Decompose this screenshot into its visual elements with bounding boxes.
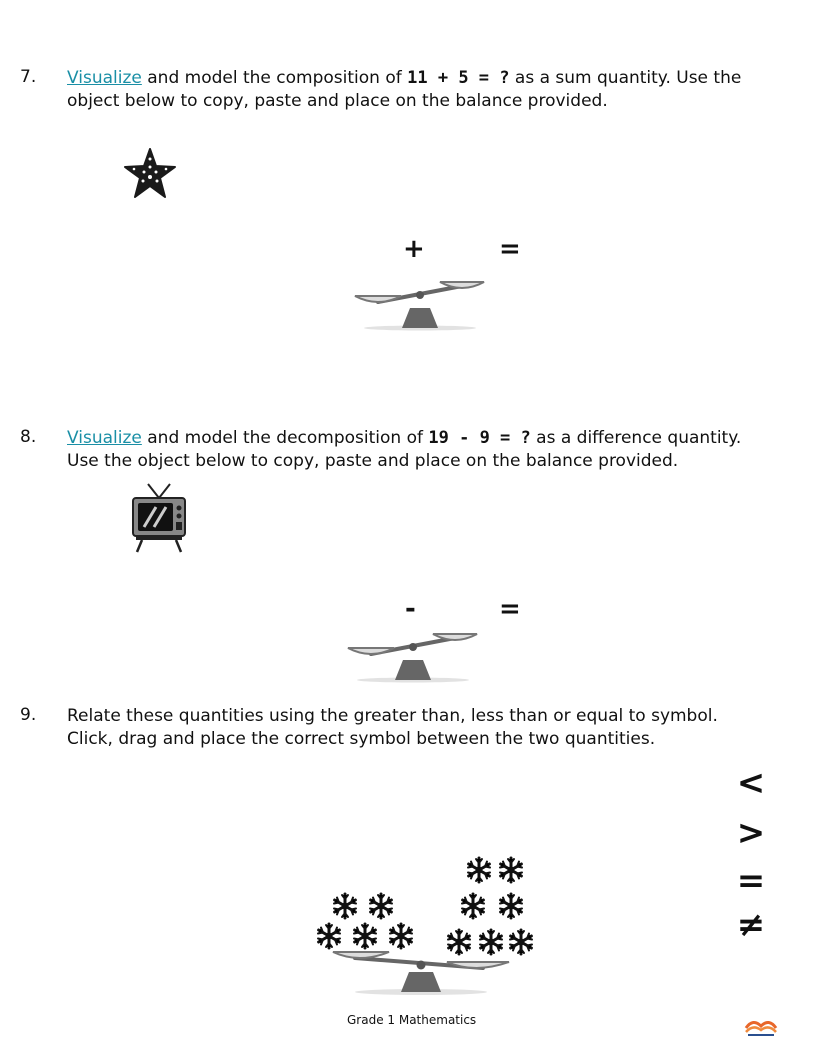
left-snowflake-icon (390, 924, 412, 948)
right-snowflake-icon (500, 894, 522, 918)
plus-operator: + (403, 234, 425, 264)
equal-symbol[interactable]: = (736, 861, 766, 901)
balance-scale-8 (343, 628, 483, 684)
right-snowflake-icon (448, 930, 470, 954)
balance-scale-7 (350, 276, 490, 332)
minus-operator: - (405, 594, 416, 624)
less-than-symbol[interactable]: < (736, 763, 766, 803)
question-8-text: Visualize and model the decomposition of 19 - 9 = ? as a difference quantity. Use the object below to copy, paste and place on the balance provided. (67, 428, 742, 471)
equals-operator-7: = (499, 234, 521, 264)
visualize-link-8[interactable]: Visualize (67, 428, 142, 448)
question-9-text: Relate these quantities using the greater than, less than or equal to symbol. Click, drag and place the correct symbol between the two quantities. (67, 706, 718, 749)
right-snowflake-icon (480, 930, 502, 954)
question-8-number: 8. (20, 427, 37, 447)
starfish-icon[interactable] (122, 147, 178, 201)
greater-than-symbol[interactable]: > (736, 813, 766, 853)
left-snowflake-icon (354, 924, 376, 948)
television-icon[interactable] (130, 482, 188, 554)
equation-8: 19 - 9 = ? (428, 428, 531, 448)
right-snowflake-icon (500, 858, 522, 882)
not-equal-symbol[interactable]: ≠ (736, 905, 766, 945)
right-snowflake-icon (510, 930, 532, 954)
question-9-number: 9. (20, 705, 37, 725)
right-snowflake-group (448, 858, 532, 954)
right-snowflake-icon (468, 858, 490, 882)
right-snowflake-icon (462, 894, 484, 918)
visualize-link-7[interactable]: Visualize (67, 68, 142, 88)
balance-scale-9 (305, 848, 545, 996)
footer-label: Grade 1 Mathematics (347, 1013, 477, 1027)
symbol-palette (736, 763, 766, 952)
question-7-number: 7. (20, 67, 37, 87)
equals-operator-8: = (499, 594, 521, 624)
left-snowflake-icon (318, 924, 340, 948)
equation-7: 11 + 5 = ? (407, 68, 510, 88)
books-logo-icon (744, 1014, 778, 1036)
left-snowflake-icon (370, 894, 392, 918)
question-7-text: Visualize and model the composition of 11 + 5 = ? as a sum quantity. Use the object below to copy, paste and place on the balance provided. (67, 68, 742, 111)
left-snowflake-group (318, 894, 412, 948)
left-snowflake-icon (334, 894, 356, 918)
